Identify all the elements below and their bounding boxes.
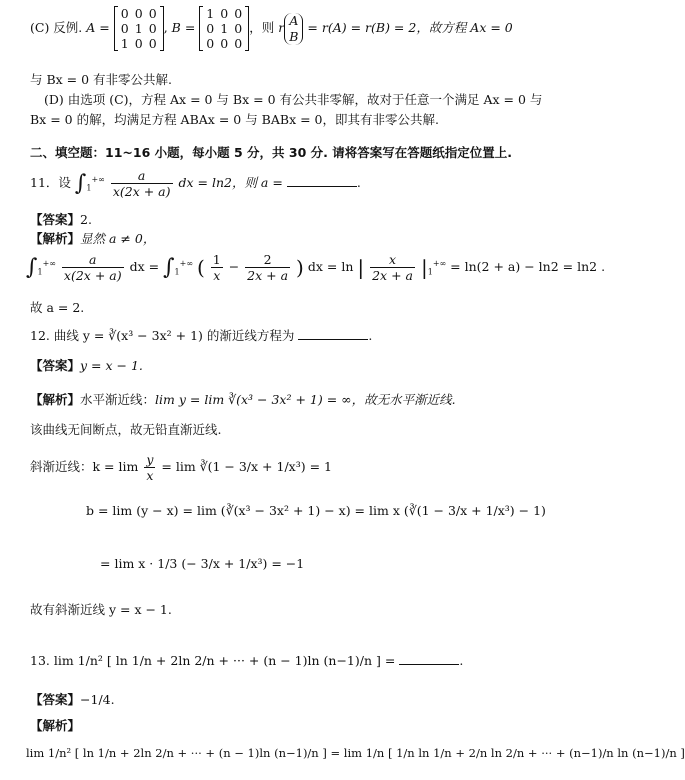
- q12-b: b = lim (y − x) = lim (∛(x³ − 3x² + 1) − x) = lim x (∛(1 − 3/x + 1/x³) − 1): [86, 503, 546, 518]
- q12-conclusion: 故有斜渐近线 y = x − 1.: [30, 602, 172, 617]
- answer-blank[interactable]: [287, 174, 357, 187]
- q11-solution: 【解析】显然 a ≠ 0，: [30, 231, 156, 246]
- answer-blank[interactable]: [399, 652, 459, 665]
- matrix-a: 0 0 0 0 1 0 1 0 0: [114, 6, 164, 51]
- matrix-b: 1 0 0 0 1 0 0 0 0: [199, 6, 249, 51]
- q12-stem: 12. 曲线 y = ∛(x³ − 3x² + 1) 的渐近线方程为 .: [30, 328, 373, 343]
- q12-horizontal: 【解析】水平渐近线：lim y = lim ∛(x³ − 3x² + 1) = ∞，故无水平渐近线.: [30, 392, 456, 407]
- q13-solution: lim 1/n² [ ln 1/n + 2ln 2/n + ··· + (n − 1)ln (n−1)/n ] = lim 1/n [ 1/n ln 1/n + 2/n ln 2/n + ··· + (n−1)/n ln (n−1)/n ]: [26, 746, 685, 760]
- q13-solution-tag: 【解析】: [30, 718, 81, 733]
- q11-answer: 【答案】2.: [30, 212, 92, 227]
- q12-k: 斜渐近线：k = lim $\frac{y}{x}$ = lim ∛(1 − 3/x + 1/x³) = 1: [30, 452, 332, 483]
- q13-stem: 13. lim 1/n² [ ln 1/n + 2ln 2/n + ··· + (n − 1)ln (n−1)/n ] = .: [30, 653, 464, 668]
- q12-answer: 【答案】y = x − 1.: [30, 358, 143, 373]
- q12-vertical: 该曲线无间断点，故无铅直渐近线.: [30, 422, 222, 437]
- rank-text: = r(A) = r(B) = 2，故方程 Ax = 0: [307, 20, 513, 35]
- option-c-prefix: (C) 反例.: [30, 20, 83, 35]
- answer-blank[interactable]: [298, 327, 368, 340]
- q11-conclusion: 故 a = 2.: [30, 300, 85, 315]
- q11-chain: $\int_1^{+\infty}$ $\frac{a}{x(2x + a)}$ dx = $\int_1^{+\infty}$ ( $\frac{1}{x}$ − $\frac{2}{2x + a}$ ) dx = ln | $\frac{x}{2x + a}$ $|_1^{+\infty} = \ln(2 + a) - \ln 2 = \ln 2$ .: [26, 252, 606, 283]
- section-heading: 二、填空题：11~16 小题，每小题 5 分，共 30 分. 请将答案写在答题纸指定位置上.: [30, 145, 512, 160]
- q13-answer: 【答案】−1/4.: [30, 692, 115, 707]
- option-c-line: (C) 反例. A = 0 0 0 0 1 0 1 0 0, B = 1 0 0 0 1 0 0 0 0，则 r A B = r(A) = r(B) = 2，故方程 Ax = 0: [30, 6, 513, 51]
- option-d-line1: (D) 由选项 (C)，方程 Ax = 0 与 Bx = 0 有公共非零解，故对于任意一个满足 Ax = 0 与: [44, 92, 543, 107]
- q12-b2: = lim x · 1/3 (− 3/x + 1/x³) = −1: [100, 556, 305, 571]
- option-c-line2: 与 Bx = 0 有非零公共解.: [30, 72, 173, 87]
- option-d-line2: Bx = 0 的解，均满足方程 ABAx = 0 与 BABx = 0，即其有非零公共解.: [30, 112, 439, 127]
- q11-stem: 11．设 $\int_1^{+\infty}$ $\frac{a}{x(2x + a)}$ dx = ln2，则 a = .: [30, 168, 361, 199]
